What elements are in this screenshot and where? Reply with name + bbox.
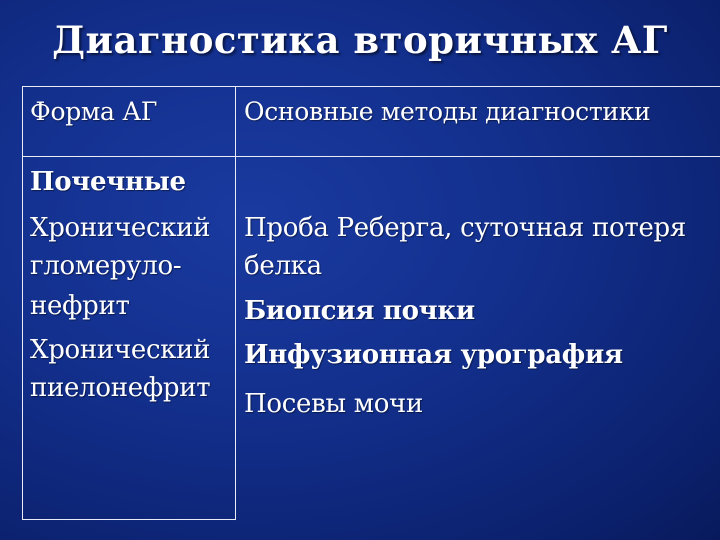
slide-title: Диагностика вторичных АГ [52, 18, 668, 62]
left-line: гломеруло- [30, 251, 182, 281]
header-methods: Основные методы диагностики [244, 97, 651, 126]
table-top-border [22, 86, 720, 87]
right-line: Биопсия почки [244, 296, 475, 326]
right-line: белка [244, 251, 322, 281]
left-line: нефрит [30, 291, 130, 321]
group-heading-renal: Почечные [30, 167, 186, 197]
right-line: Инфузионная урография [244, 340, 623, 370]
right-line: Посевы мочи [244, 389, 423, 419]
table-bottom-border [22, 519, 236, 520]
table-column-divider [235, 86, 236, 520]
table-left-border [22, 86, 23, 520]
right-line: Проба Реберга, суточная потеря [244, 213, 686, 243]
header-form: Форма АГ [30, 97, 158, 126]
table-header-divider [22, 156, 720, 157]
left-line: Хронический [30, 213, 211, 243]
left-line: пиелонефрит [30, 373, 211, 403]
left-line: Хронический [30, 335, 211, 365]
